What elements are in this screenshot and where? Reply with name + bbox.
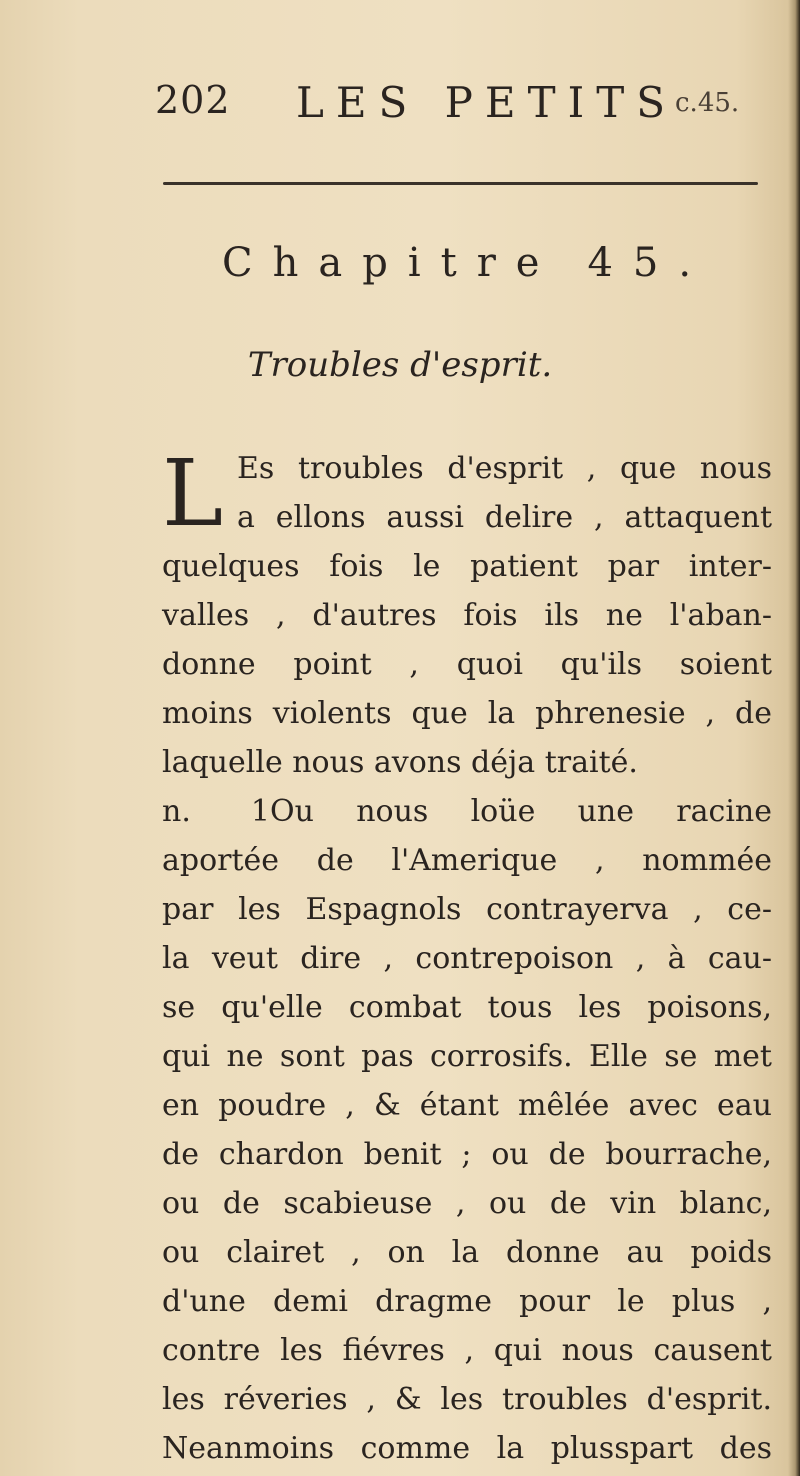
page-gutter: [788, 0, 800, 1476]
text-line: Neanmoins comme la plusspart des: [162, 1431, 772, 1466]
header-rule: [163, 182, 758, 185]
paragraph-start-line: [162, 787, 772, 836]
text-line: donne point , quoi qu'ils soient: [162, 647, 772, 682]
text-line: valles , d'autres fois ils ne l'aban-: [162, 598, 772, 633]
section-title: Troubles d'esprit.: [247, 345, 553, 385]
text-line: ou clairet , on la donne au poids: [162, 1235, 772, 1270]
text-line: quelques fois le patient par inter-: [162, 549, 772, 584]
text-line: de chardon benit ; ou de bourrache,: [162, 1137, 772, 1172]
paragraph-marker: n. 1: [162, 794, 270, 829]
text-line: se qu'elle combat tous les poisons,: [162, 990, 772, 1025]
body-text: [162, 440, 772, 1473]
text-line: moins violents que la phrenesie , de: [162, 696, 772, 731]
text-line: aportée de l'Amerique , nommée: [162, 843, 772, 878]
text-line: Ou nous loüe une racine: [270, 794, 772, 829]
drop-cap: L: [162, 440, 224, 547]
text-line: a ellons aussi delire , attaquent: [237, 500, 772, 535]
chapter-heading: [222, 240, 711, 286]
chapter-label: Chapitre: [222, 240, 560, 286]
text-line: Es troubles d'esprit , que nous: [237, 451, 772, 486]
running-header: [155, 78, 775, 138]
text-line: ou de scabieuse , ou de vin blanc,: [162, 1186, 772, 1221]
text-line: par les Espagnols contrayerva , ce-: [162, 892, 772, 927]
text-line: la veut dire , contrepoison , à cau-: [162, 941, 772, 976]
text-line: en poudre , & étant mêlée avec eau: [162, 1088, 772, 1123]
text-line: contre les fiévres , qui nous causent: [162, 1333, 772, 1368]
chapter-number: 45.: [587, 240, 712, 286]
page-number: 202: [155, 78, 231, 122]
text-line: laquelle nous avons déja traité.: [162, 745, 638, 780]
running-title: LES PETITS: [296, 78, 677, 127]
text-line: qui ne sont pas corrosifs. Elle se met: [162, 1039, 772, 1074]
text-line: d'une demi dragme pour le plus ,: [162, 1284, 772, 1319]
handwritten-chapter-ref: c.45.: [675, 88, 740, 118]
text-line: les réveries , & les troubles d'esprit.: [162, 1382, 772, 1417]
